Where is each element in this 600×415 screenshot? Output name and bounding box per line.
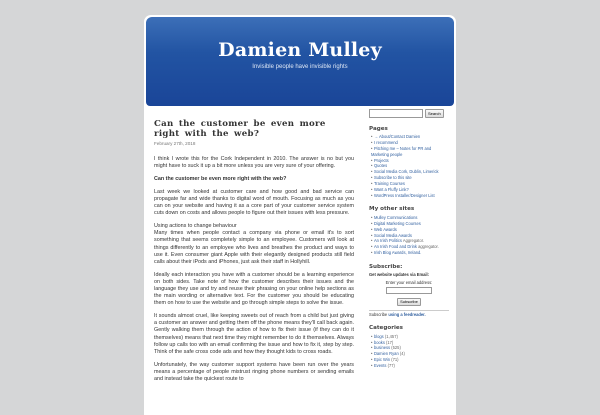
feedreader-line (369, 312, 449, 317)
email-field[interactable] (386, 287, 432, 294)
bullet-icon: • (371, 140, 373, 146)
pages-item (371, 175, 449, 180)
category-item (371, 357, 449, 362)
bullet-icon: • (371, 146, 373, 152)
pages-item-link[interactable]: Quotes (373, 163, 388, 169)
subscribe-heading: Subscribe: (369, 263, 403, 270)
post-paragraph: Unfortunately, the way customer support systems have been run over the years means a percentage of people mistrust ringing phone numbers or sending emails and instead take the quickest route to (154, 361, 354, 383)
other-sites-list (369, 215, 449, 256)
pages-item-link[interactable]: Social Media Cork, Dublin, Limerick (373, 169, 439, 175)
feedreader-prefix: Subscribe (369, 311, 389, 317)
page-container (144, 15, 456, 415)
other-site-item-link[interactable]: Mulley Communications (373, 214, 418, 220)
other-site-item-suffix: aggregator. (416, 244, 439, 250)
category-count: (4) (399, 351, 405, 357)
other-site-item-link[interactable]: An Irish Politics (373, 238, 402, 244)
sidebar (369, 109, 449, 369)
category-item (371, 340, 449, 345)
bullet-icon: • (371, 339, 373, 345)
post-paragraph: It sounds almost cruel, like keeping sweets out of reach from a child but just giving a customer an answer and getting them off the phone means they'll call back again. Gently walking them through the action of how to fix their issue (if they can do it themselves) means that next time they might remember to do it themselves. Always follow up calls too with an email confirming the issue and how to fix it, step by step. Think of the safe cross code ads and how they thought kids to cross roads. (154, 313, 354, 355)
other-site-item-link[interactable]: Social Media Awards (373, 232, 412, 238)
other-site-item (371, 227, 449, 232)
post-subheading: Can the customer be even more right with the web? (154, 175, 287, 182)
pages-item-link[interactable]: Want a Fluffy Link? (373, 187, 409, 193)
pages-heading: Pages (369, 126, 388, 132)
feedreader-link[interactable]: using a feedreader. (388, 311, 426, 317)
blog-title[interactable]: Damien Mulley (218, 39, 382, 61)
category-item-link[interactable]: business (373, 345, 391, 351)
bullet-icon: • (371, 351, 373, 357)
category-item-link[interactable]: books (373, 339, 385, 345)
category-count: (525) (391, 345, 401, 351)
pages-item (371, 163, 449, 168)
post-content (154, 119, 354, 389)
post-date: February 27th, 2018 (154, 140, 196, 146)
other-site-item-link[interactable]: Digital Marketing Courses (373, 220, 421, 226)
other-site-item (371, 238, 449, 243)
bullet-icon: • (371, 244, 373, 250)
category-count: (77) (387, 363, 395, 369)
categories-list (369, 334, 449, 369)
category-item-link[interactable]: blogs (373, 333, 384, 339)
email-label: Enter your email address: (385, 280, 433, 286)
search-button[interactable]: Search (425, 109, 444, 118)
category-item (371, 363, 449, 368)
search-input[interactable] (369, 109, 423, 118)
other-site-item (371, 233, 449, 238)
subscribe-button[interactable]: Subscribe (397, 298, 421, 306)
category-item (371, 345, 449, 350)
subscribe-text: Get website updates via Email: (369, 272, 430, 278)
email-subscribe-form (369, 272, 449, 317)
pages-item-link[interactable]: WordPress Installer/Designer List (373, 192, 435, 198)
other-site-item (371, 250, 449, 255)
pages-item (371, 140, 449, 145)
category-item-link[interactable]: Events (373, 363, 387, 369)
other-site-item-link[interactable]: Irish Blog Awards, Ireland. (373, 250, 422, 256)
bullet-icon: • (371, 226, 373, 232)
bullet-icon: • (371, 220, 373, 226)
other-site-item (371, 215, 449, 220)
blog-tagline: Invisible people have invisible rights (252, 64, 348, 70)
other-site-item-link[interactable]: An Irish Food and Drink (373, 244, 417, 250)
bullet-icon: • (371, 214, 373, 220)
pages-item-link[interactable]: → About/Contact Damien (373, 134, 421, 140)
bullet-icon: • (371, 357, 373, 363)
bullet-icon: • (371, 250, 373, 256)
bullet-icon: • (371, 232, 373, 238)
category-count: (17) (386, 339, 394, 345)
search-form (369, 109, 449, 118)
pages-item (371, 134, 449, 139)
other-site-item-link[interactable]: Web Awards (373, 226, 397, 232)
pages-item-link[interactable]: I recommend (373, 140, 398, 146)
other-site-item-suffix: Aggregator. (401, 238, 424, 244)
divider (369, 310, 449, 311)
pages-item (371, 187, 449, 192)
bullet-icon: • (371, 238, 373, 244)
category-item-link[interactable]: Damien Ryan (373, 351, 399, 357)
bullet-icon: • (371, 163, 373, 169)
post-title[interactable]: Can the customer be even more right with the web? (154, 119, 326, 139)
pages-list (369, 134, 449, 198)
bullet-icon: • (371, 363, 373, 369)
pages-item (371, 158, 449, 163)
bullet-icon: • (371, 134, 373, 140)
categories-heading: Categories (369, 325, 403, 332)
category-item-link[interactable]: Epic Win (373, 357, 391, 363)
other-site-item (371, 244, 449, 249)
bullet-icon: • (371, 345, 373, 351)
bullet-icon: • (371, 181, 373, 187)
bullet-icon: • (371, 169, 373, 175)
post-paragraph: Using actions to change behaviour Many times when people contact a company via phone or email it's to sort something that seems completely simple to an employee. Customers will look at things differently to an employee who lives and breathes the product and ways to use it. Even consumer giant Apple with their elegantly designed products still field calls about their iPods and iPhones, just ask their staff in Hollyhill. (154, 223, 354, 265)
pages-item (371, 169, 449, 174)
post-paragraph: I think I wrote this for the Cork Independent in 2010. The answer is no but you might have to suck it up a bit more unless you are very sure of your offering. (154, 155, 354, 169)
other-sites-heading: My other sites (369, 206, 415, 213)
bullet-icon: • (371, 333, 373, 339)
category-count: (71) (391, 357, 399, 363)
pages-item (371, 146, 449, 157)
other-site-item (371, 221, 449, 226)
post-paragraph: Last week we looked at customer care and how good and bad service can propagate far and wide thanks to digital word of mouth. Focusing as much as you can on your website and having it as a core part of your customer service system cuts down on costs and allows people to figure out their issues with less pressure. (154, 188, 354, 217)
category-item (371, 351, 449, 356)
pages-item (371, 181, 449, 186)
pages-item-link[interactable]: Projects (373, 157, 389, 163)
category-count: (1,457) (384, 333, 398, 339)
pages-item-link[interactable]: Training Courses (373, 181, 405, 187)
pages-item (371, 193, 449, 198)
category-item (371, 334, 449, 339)
bullet-icon: • (371, 192, 373, 198)
blog-header (146, 17, 454, 106)
pages-item-link[interactable]: Pitching me – Notes for PR and Marketing people (371, 146, 432, 157)
post-paragraph: Ideally each interaction you have with a customer should be a learning experience on both sides. Take note of how the customer describes their issues and the language they use and try and reuse their phrasing on your online help sections as the main wording or alternative text. For the customer you should be educating them on how to use the website and go through simple steps to solve the issue. (154, 271, 354, 307)
bullet-icon: • (371, 157, 373, 163)
bullet-icon: • (371, 187, 373, 193)
pages-item-link[interactable]: Subscribe to this site (373, 175, 412, 181)
bullet-icon: • (371, 175, 373, 181)
